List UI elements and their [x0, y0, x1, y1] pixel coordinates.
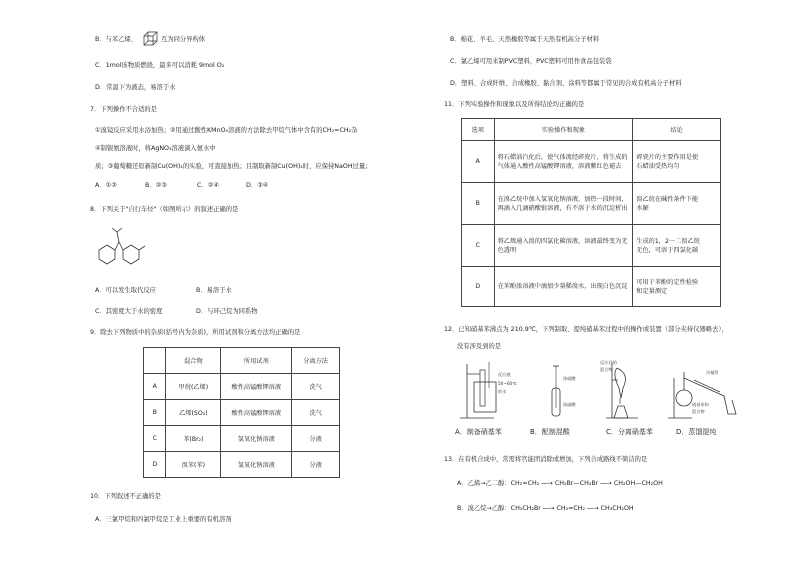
- table-cell: [494, 141, 633, 183]
- q6-option-d: D．常温下为液态，易溶于水: [95, 84, 176, 91]
- table-cell: A: [462, 141, 495, 183]
- table-cell: [494, 267, 633, 307]
- q7-statement-line3: 质；③葡萄糖还原新制Cu(OH)₂的实验，可直接加热；且制取新制Cu(OH)₂时，应保持NaOH过量；: [95, 163, 372, 170]
- q6-option-b-suffix: 互为同分异构体: [161, 36, 206, 43]
- cell-line: 水解: [636, 204, 649, 212]
- q9-header-cell: [144, 348, 166, 374]
- q10-option-c: C．氯乙烯可用来制PVC塑料，PVC塑料可用作食品包装袋: [450, 58, 612, 65]
- cell-line: 溴乙烷在碱性条件下能: [636, 195, 699, 203]
- q13-option-b: B．溴乙烷→乙醇：CH₃CH₂Br ⎯⎯→ CH₂=CH₂ ⎯⎯→ CH₃CH₂OH: [457, 505, 634, 512]
- q8-option-c: C．其密度大于水的密度: [95, 308, 163, 315]
- table-row: [144, 400, 340, 426]
- table-cell: [494, 183, 633, 225]
- bicycle-hydrocarbon-structure: [93, 226, 155, 272]
- q9-header-cell: 混合物: [166, 348, 221, 374]
- q12-label-d: D．蒸馏提纯: [676, 428, 717, 436]
- q7-stem: 7．下列操作不合适的是: [90, 106, 157, 113]
- cell-line: 可用于苯酚的定性检验: [636, 278, 699, 286]
- table-cell: 分液: [292, 452, 340, 478]
- q8-option-b: B．易溶于水: [196, 287, 232, 294]
- label-conc-nitric: 浓硝酸: [563, 376, 576, 381]
- cell-line: 色透明: [497, 246, 517, 254]
- apparatus-c-separatory-funnel: [600, 359, 638, 418]
- q10-option-d: D．塑料、合成纤维、合成橡胶、黏合剂、涂料等都属于常见的合成有机高分子材料: [450, 80, 682, 87]
- q12-apparatus-figure: [452, 358, 742, 426]
- q6-option-c: C．1mol该物质燃烧，最多可以消耗 9mol O₂: [95, 62, 225, 69]
- table-cell: 分液: [292, 426, 340, 452]
- table-cell: 乙烯(SO₂): [166, 400, 221, 426]
- label-condenser: 冷凝管: [706, 370, 719, 375]
- table-cell: A: [144, 374, 166, 400]
- table-row: [462, 141, 721, 183]
- table-cell: 氢氧化钠溶液: [221, 426, 292, 452]
- q12-stem-line1: 12．已知硝基苯沸点为 210.9℃，下列制取、提纯硝基苯过程中的操作或装置（部分夹持仪器略去），: [444, 326, 728, 333]
- table-cell: 洗气: [292, 374, 340, 400]
- cell-line: 碎瓷片的主要作用是使: [636, 153, 699, 161]
- q12-label-b: B．配制混酸: [530, 428, 570, 436]
- label-post-reaction: 反应后的: [600, 360, 617, 365]
- label-nitrobenzene-and: 硝基苯和: [692, 402, 709, 407]
- q8-stem: 8．下列关于"自行车烃"（如图所示）的叙述正确的是: [90, 206, 239, 213]
- q7-option-a: A．①②: [95, 182, 117, 189]
- q12-stem-line2: 没有涉及到的是: [457, 343, 502, 350]
- q11-table: [461, 118, 721, 307]
- apparatus-a-water-bath: [460, 362, 517, 418]
- q9-header-cell: 所用试剂: [221, 348, 292, 374]
- label-conc-sulfuric: 浓硫酸: [563, 402, 576, 407]
- q10-stem: 10．下列叙述不正确的是: [90, 493, 161, 500]
- table-row: [462, 267, 721, 307]
- q9-stem: 9．除去下列物质中的杂质(括号内为杂质)，所用试剂和分离方法均正确的是: [90, 329, 301, 336]
- table-cell: [633, 183, 721, 225]
- label-reaction-liquid: 反应液: [498, 372, 511, 377]
- table-row: [462, 225, 721, 267]
- table-cell: C: [462, 225, 495, 267]
- table-cell: 甲烷(乙烯): [166, 374, 221, 400]
- q9-table: [143, 347, 340, 478]
- q10-option-a: A．三氯甲烷和四氯甲烷是工业上重要的有机溶剂: [95, 516, 232, 523]
- cell-line: 石蜡油受热均匀: [636, 162, 680, 170]
- cubane-structure-image: [141, 30, 161, 48]
- table-cell: [633, 225, 721, 267]
- table-row: [144, 426, 340, 452]
- table-cell: 洗气: [292, 400, 340, 426]
- q7-statement-line1: ①溴镜反应采用水浴加热；②用通过酸性KMnO₄溶液的方法除去甲烷气体中含有的CH₂=CH₂杂: [95, 127, 358, 134]
- cell-line: 和定量测定: [636, 287, 668, 295]
- q9-header-cell: 分离方法: [292, 348, 340, 374]
- q13-option-a: A．乙烯→乙二醇：CH₂=CH₂ ⎯⎯→ CH₂Br—CH₂Br ⎯⎯→ CH₂OH—CH₂OH: [457, 480, 663, 487]
- q7-statement-line2: ④制银氨溶液时，将AgNO₃溶液滴入氨水中: [95, 145, 216, 152]
- q11-header-cell: 选项: [462, 119, 495, 141]
- q6-option-b-prefix: B．与苯乙烯、: [95, 36, 138, 43]
- cell-line: 将石蜡油汽化后，使气体流经碎瓷片，将生成的: [497, 153, 628, 161]
- label-mixture: 混合物: [600, 367, 613, 372]
- cell-line: 再滴入几滴硝酸银溶液，有不溶于水的沉淀析出: [497, 204, 628, 212]
- q13-stem: 13．在有机合成中，常需将官能团消除或增加，下列合成路线不简洁的是: [444, 456, 648, 463]
- table-cell: 酸性高锰酸钾溶液: [221, 374, 292, 400]
- cell-line: 生成的1，2一二溴乙烷: [636, 237, 700, 245]
- label-mixture-d: 混合物: [692, 409, 705, 414]
- apparatus-b-mixing: [552, 366, 576, 416]
- table-cell: 氢氧化钠溶液: [221, 452, 292, 478]
- table-cell: D: [462, 267, 495, 307]
- label-water: 的水: [498, 389, 507, 394]
- q12-label-c: C．分离硝基苯: [606, 428, 653, 436]
- q7-option-c: C．②④: [197, 182, 219, 189]
- table-row: [144, 374, 340, 400]
- apparatus-d-distillation: [668, 369, 736, 418]
- cell-line: 将乙烯通入溴的四氯化碳溶液，溶液最终变为无: [497, 237, 628, 245]
- table-cell: 酸性高锰酸钾溶液: [221, 400, 292, 426]
- q11-stem: 11．下列实验操作和现象以及所得结论均正确的是: [444, 101, 585, 108]
- table-row: [144, 452, 340, 478]
- q9-table-header: [144, 348, 340, 374]
- table-cell: [494, 225, 633, 267]
- cell-line: 在溴乙烷中加入氢氧化钠溶液，加热一段时间，: [497, 195, 628, 203]
- cell-line: 气体通入酸性高锰酸钾溶液，溶液紫红色褪去: [497, 162, 622, 170]
- table-cell: [633, 141, 721, 183]
- q11-table-header: [462, 119, 721, 141]
- table-cell: B: [144, 400, 166, 426]
- q7-option-b: B．②③: [145, 182, 167, 189]
- q12-label-a: A．制备硝基苯: [455, 428, 502, 436]
- q8-option-d: D．与环己烷为同系物: [196, 308, 258, 315]
- label-temperature: 50~60℃: [498, 381, 517, 386]
- table-cell: C: [144, 426, 166, 452]
- table-row: [462, 183, 721, 225]
- table-cell: 溴苯(苯): [166, 452, 221, 478]
- q10-option-b: B．棉花、羊毛、天然橡胶等属于天然有机高分子材料: [450, 36, 600, 43]
- q11-header-cell: 实验操作和现象: [494, 119, 633, 141]
- q7-option-d: D．③④: [246, 182, 269, 189]
- table-cell: 苯(Br₂): [166, 426, 221, 452]
- q11-header-cell: 结论: [633, 119, 721, 141]
- table-cell: B: [462, 183, 495, 225]
- cell-line: 无色，可溶于四氯化碳: [636, 246, 699, 254]
- table-cell: D: [144, 452, 166, 478]
- cell-line: 在苯酚浓溶液中滴加少量稀溴水，出现白色沉淀: [497, 283, 628, 290]
- q8-option-a: A．可以发生取代反应: [95, 287, 156, 294]
- table-cell: [633, 267, 721, 307]
